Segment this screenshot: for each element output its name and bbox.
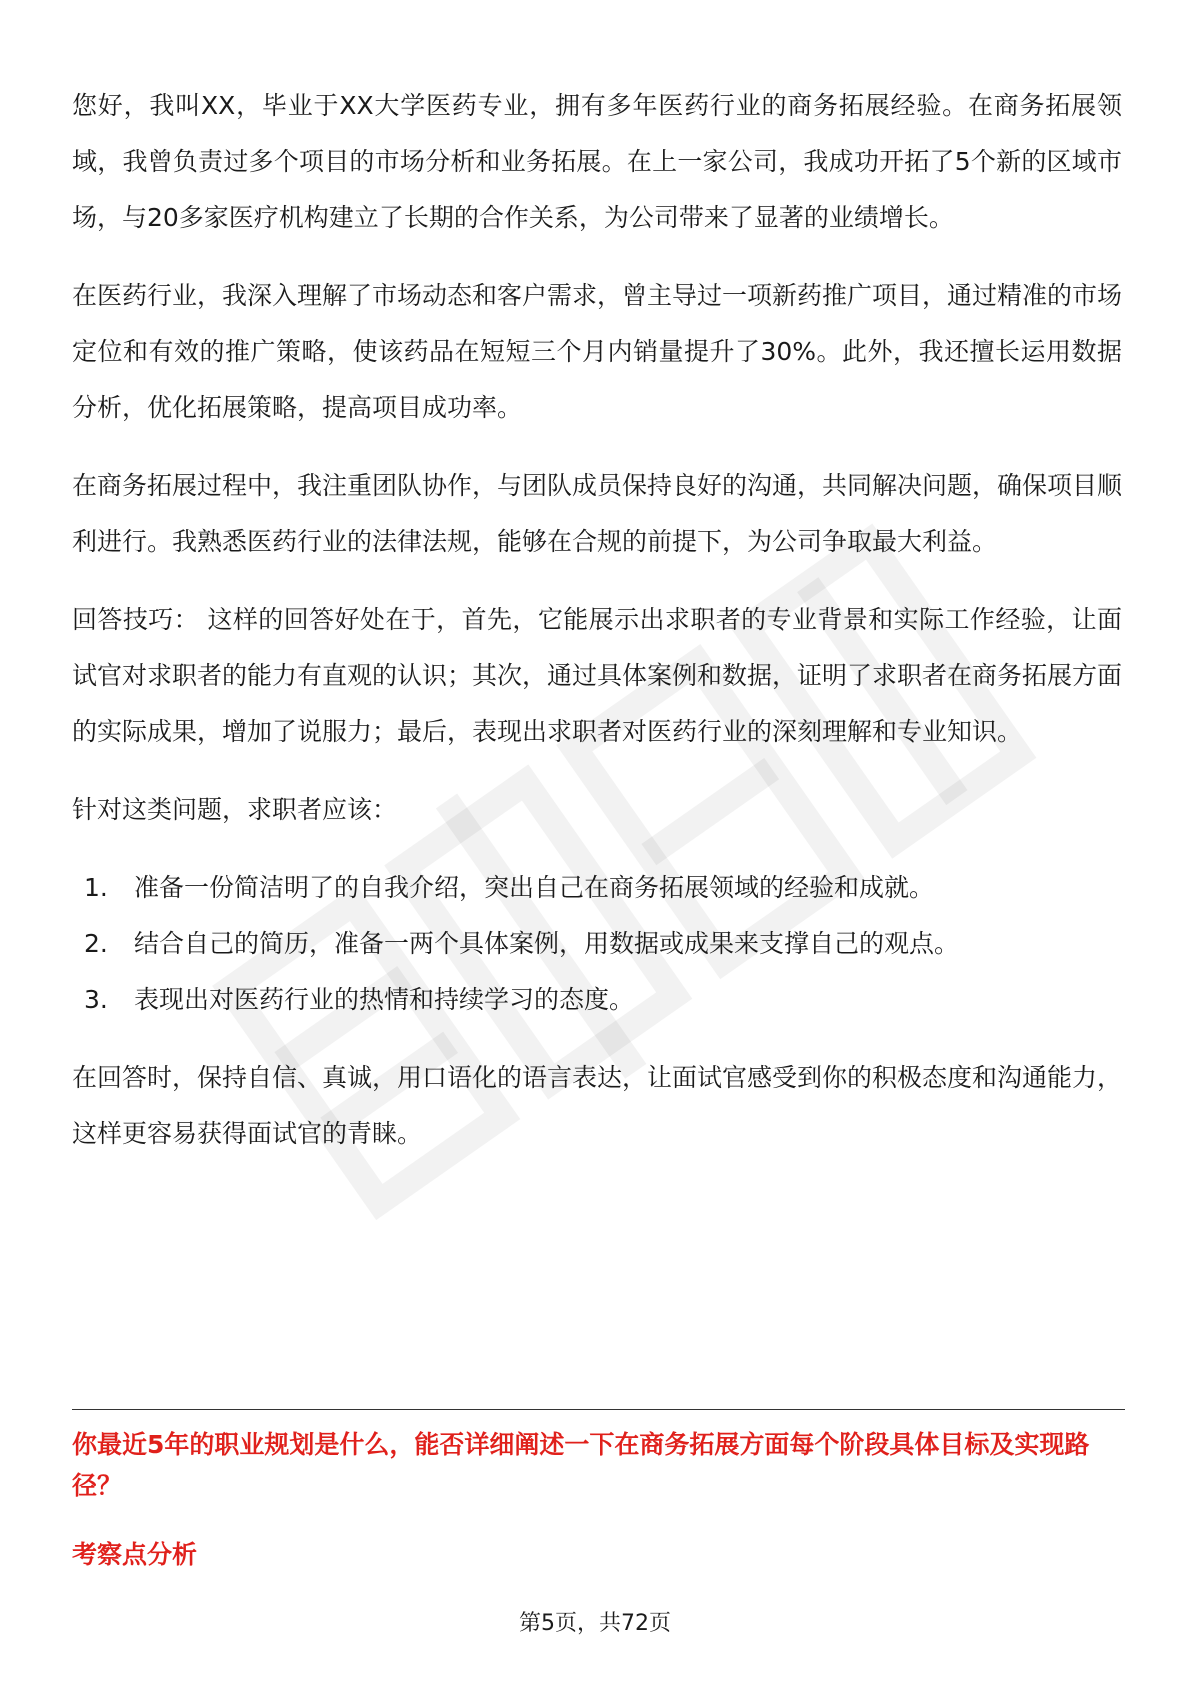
divider [72, 1409, 1125, 1410]
list-number: 1. [84, 873, 108, 902]
paragraph: 在医药行业，我深入理解了市场动态和客户需求，曾主导过一项新药推广项目，通过精准的市场定位和有效的推广策略，使该药品在短短三个月内销量提升了30%。此外，我还擅长运用数据分析，优化拓展策略，提高项目成功率。 [72, 281, 1123, 422]
tips-list [72, 860, 1122, 1028]
list-item [72, 860, 1122, 916]
list-item [72, 972, 1122, 1028]
list-text: 结合自己的简历，准备一两个具体案例，用数据或成果来支撑自己的观点。 [134, 929, 960, 958]
closing-paragraph: 在回答时，保持自信、真诚，用口语化的语言表达，让面试官感受到你的积极态度和沟通能力，这样更容易获得面试官的青睐。 [72, 1063, 1123, 1148]
list-number: 3. [84, 985, 108, 1014]
paragraph: 您好，我叫XX，毕业于XX大学医药专业，拥有多年医药行业的商务拓展经验。在商务拓展领域，我曾负责过多个项目的市场分析和业务拓展。在上一家公司，我成功开拓了5个新的区域市场，与20多家医疗机构建立了长期的合作关系，为公司带来了显著的业绩增长。 [72, 91, 1122, 232]
page-footer: 第5页，共72页 [519, 1611, 671, 1636]
list-number: 2. [84, 929, 108, 958]
list-text: 表现出对医药行业的热情和持续学习的态度。 [134, 985, 635, 1014]
content [72, 78, 1122, 1184]
list-item [72, 916, 1122, 972]
section-subheading: 考察点分析 [72, 1540, 198, 1569]
paragraph: 回答技巧： 这样的回答好处在于，首先，它能展示出求职者的专业背景和实际工作经验，让面试官对求职者的能力有直观的认识；其次，通过具体案例和数据，证明了求职者在商务拓展方面的实际成果，增加了说服力；最后，表现出求职者对医药行业的深刻理解和专业知识。 [72, 605, 1123, 746]
list-text: 准备一份简洁明了的自我介绍，突出自己在商务拓展领域的经验和成就。 [134, 873, 935, 902]
question-heading: 你最近5年的职业规划是什么，能否详细阐述一下在商务拓展方面每个阶段具体目标及实现路径？ [72, 1430, 1090, 1500]
paragraph: 在商务拓展过程中，我注重团队协作，与团队成员保持良好的沟通，共同解决问题，确保项目顺利进行。我熟悉医药行业的法律法规，能够在合规的前提下，为公司争取最大利益。 [72, 471, 1123, 556]
paragraph: 针对这类问题，求职者应该： [72, 795, 398, 824]
